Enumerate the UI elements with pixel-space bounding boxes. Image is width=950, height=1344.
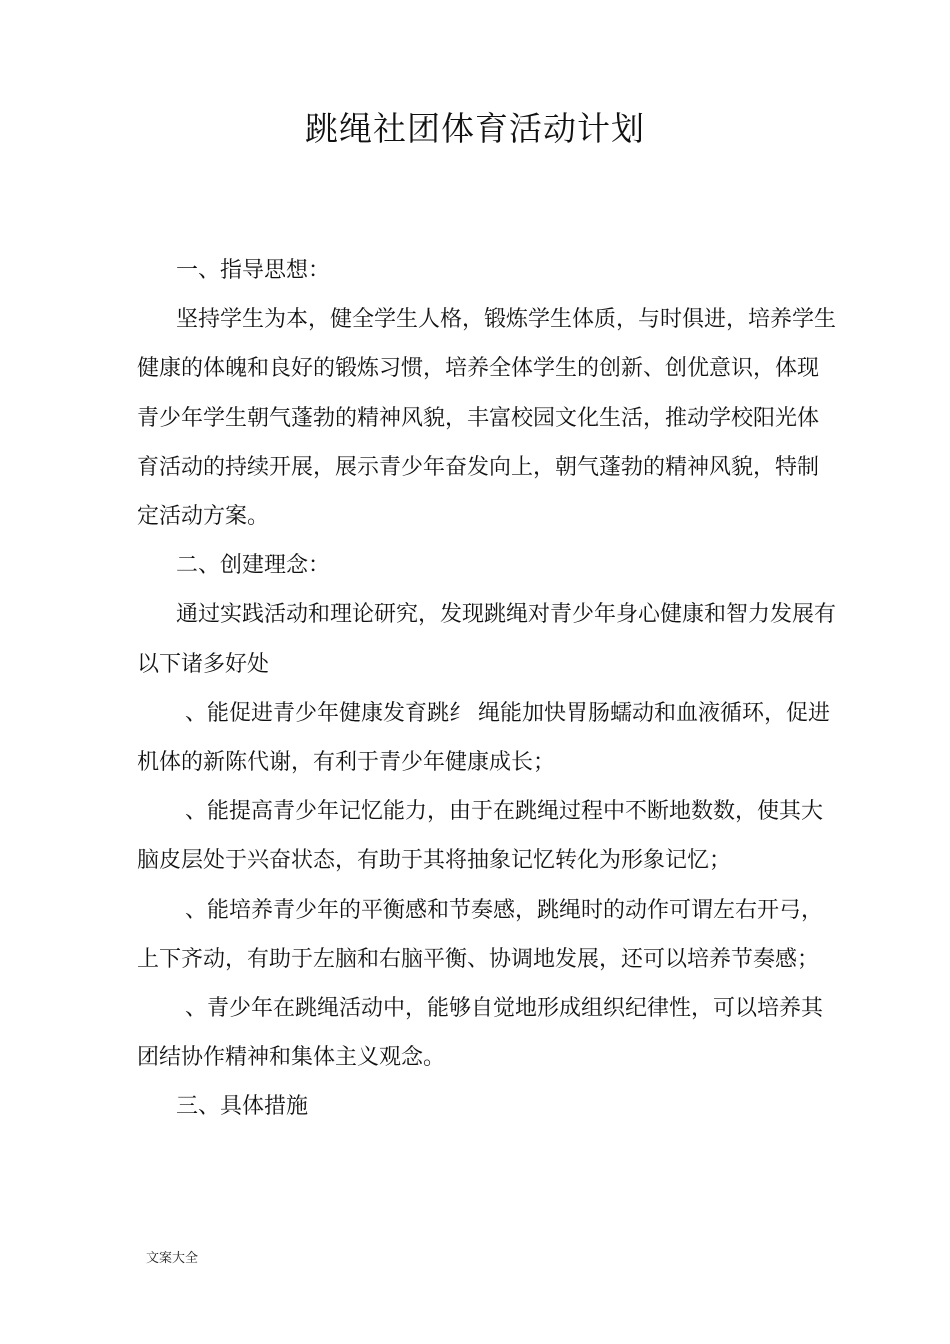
list-item-benefit-discipline: 、青少年在跳绳活动中，能够自觉地形成组织纪律性，可以培养其团结协作精神和集体主义观念。 bbox=[137, 996, 824, 1071]
paragraph-concept-intro: 通过实践活动和理论研究，发现跳绳对青少年身心健康和智力发展有以下诸多好处 bbox=[137, 602, 837, 677]
list-item-benefit-health: 、能促进青少年健康发育跳纟 绳能加快胃肠蠕动和血液循环，促进机体的新陈代谢，有利于青少年健康成长； bbox=[137, 700, 830, 776]
page-footer: 文案大全 bbox=[146, 1251, 199, 1266]
section-heading-concept: 二、创建理念： bbox=[176, 553, 331, 579]
paragraph-guiding-ideology: 坚持学生为本，健全学生人格，锻炼学生体质，与时俱进，培养学生健康的体魄和良好的锻炼习惯，培养全体学生的创新、创优意识，体现青少年学生朝气蓬勃的精神风貌，丰富校园文化生活，推动学校阳光体育活动的持续开展，展示青少年奋发向上，朝气蓬勃的精神风貌，特制定活动方案。 bbox=[137, 307, 837, 530]
document-title: 跳绳社团体育活动计划 bbox=[305, 109, 645, 148]
list-item-benefit-memory: 、能提高青少年记忆能力，由于在跳绳过程中不断地数数，使其大脑皮层处于兴奋状态，有助于其将抽象记忆转化为形象记忆； bbox=[137, 799, 824, 874]
document-body bbox=[137, 246, 837, 1132]
list-item-benefit-balance: 、能培养青少年的平衡感和节奏感，跳绳时的动作可谓左右开弓，上下齐动，有助于左脑和右脑平衡、协调地发展，还可以培养节奏感； bbox=[137, 897, 824, 972]
section-heading-guiding-ideology: 一、指导思想： bbox=[176, 258, 331, 283]
section-heading-measures: 三、具体措施 bbox=[176, 1094, 309, 1120]
